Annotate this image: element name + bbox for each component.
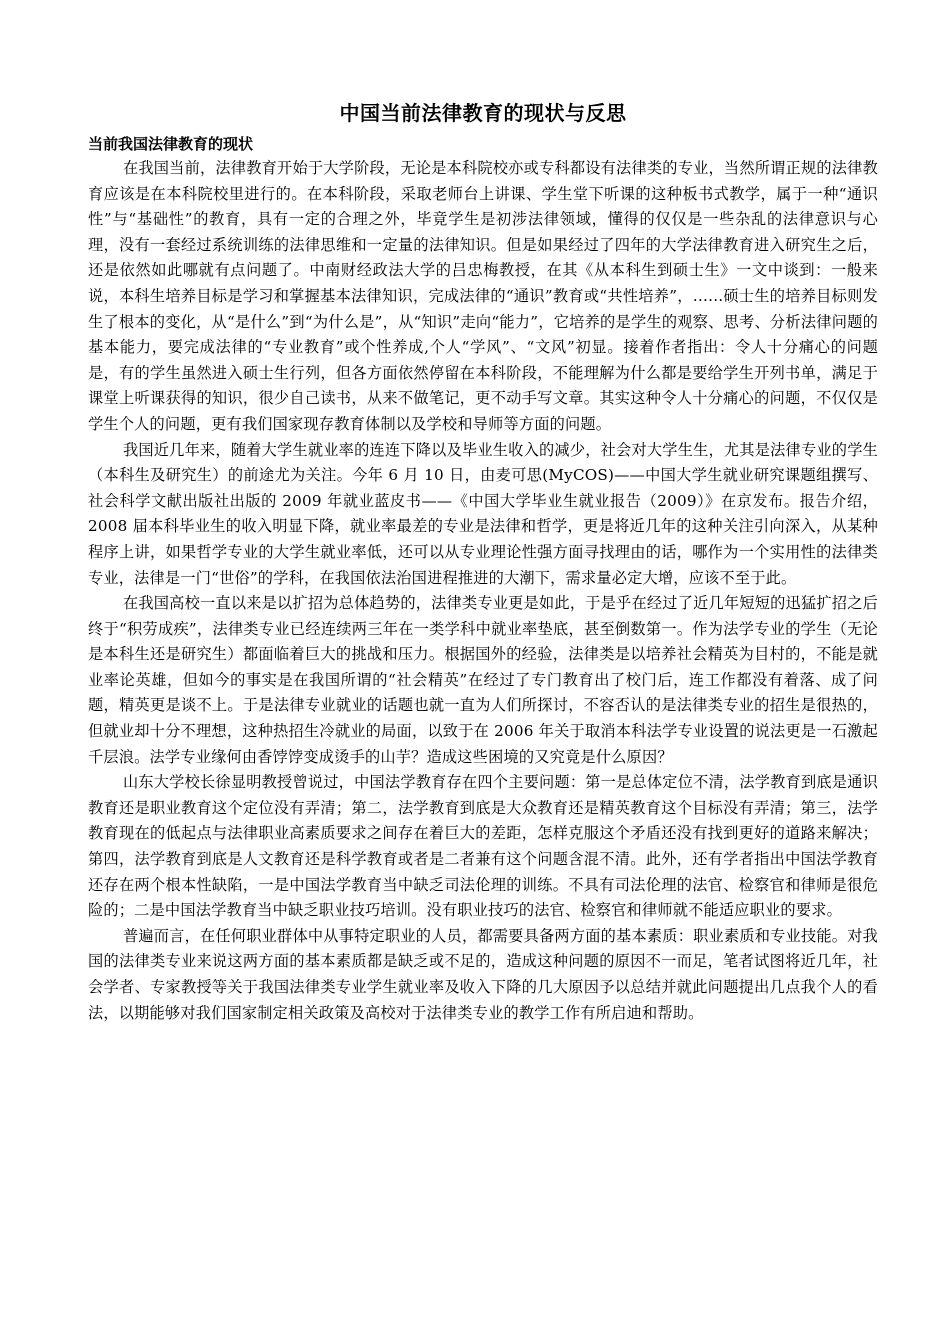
paragraph-3: 在我国高校一直以来是以扩招为总体趋势的，法律类专业更是如此，于是乎在经过了近几年短短的迅猛扩招之后终于“积劳成疾”，法律类专业已经连续两三年在一类学科中就业率垫底，甚至倒数第一。作为法学专业的学生（无论是本科生还是研究生）都面临着巨大的挑战和压力。根据国外的经验，法律类是以培养社会精英为目村的，不能是就业率论英雄，但如今的事实是在我国所谓的“社会精英”在经过了专门教育出了校门后，连工作都没有着落、成了问题，精英更是谈不上。于是法律专业就业的话题也就一直为人们所探讨，不容否认的是法律类专业的招生是很热的，但就业却十分不理想，这种热招生冷就业的局面，以致于在 2006 年关于取消本科法学专业设置的说法更是一石激起千层浪。法学专业缘何由香饽饽变成烫手的山芋？造成这些困境的又究竟是什么原因？ [88, 594, 878, 766]
section-heading: 当前我国法律教育的现状 [88, 135, 254, 153]
paragraph-1: 在我国当前，法律教育开始于大学阶段，无论是本科院校亦或专科都设有法律类的专业，当然所谓正规的法律教育应该是在本科院校里进行的。在本科阶段，采取老师台上讲课、学生堂下听课的这种板书式教学，属于一种“通识性”与“基础性”的教育，具有一定的合理之外，毕竟学生是初涉法律领域，懂得的仅仅是一些杂乱的法律意识与心理，没有一套经过系统训练的法律思维和一定量的法律知识。但是如果经过了四年的大学法律教育进入研究生之后，还是依然如此哪就有点问题了。中南财经政法大学的吕忠梅教授，在其《从本科生到硕士生》一文中谈到：一般来说，本科生培养目标是学习和掌握基本法律知识，完成法律的“通识”教育或“共性培养”，…...硕士生的培养目标则发生了根本的变化，从“是什么”到“为什么是”，从“知识”走向“能力”，它培养的是学生的观察、思考、分析法律问题的基本能力，要完成法律的“专业教育”或个性养成,个人“学风”、“文风”初显。接着作者指出：令人十分痛心的问题是，有的学生虽然进入硕士生行列，但各方面依然停留在本科阶段，不能理解为什么都是要给学生开列书单，满足于课堂上听课获得的知识，很少自己读书，从来不做笔记，更不动手写文章。其实这种令人十分痛心的问题，不仅仅是学生个人的问题，更有我们国家现存教育体制以及学校和导师等方面的问题。 [88, 159, 878, 433]
paragraph-2: 我国近几年来，随着大学生就业率的连连下降以及毕业生收入的减少，社会对大学生生，尤其是法律专业的学生（本科生及研究生）的前途尤为关注。今年 6 月 10 日，由麦可思(MyCOS)——中国大学生就业研究课题组撰写、社会科学文献出版社出版的 2009 年就业蓝皮书——《中国大学毕业生就业报告（2009）》在京发布。报告介绍，2008 届本科毕业生的收入明显下降，就业率最差的专业是法律和哲学，更是将近几年的这种关注引向深入，从某种程序上讲，如果哲学专业的大学生就业率低，还可以从专业理论性强方面寻找理由的话，哪作为一个实用性的法律类专业，法律是一门“世俗”的学科，在我国依法治国进程推进的大潮下，需求量必定大增，应该不至于此。 [88, 440, 878, 587]
paragraph-5: 普遍而言，在任何职业群体中从事特定职业的人员，都需要具备两方面的基本素质：职业素质和专业技能。对我国的法律类专业来说这两方面的基本素质都是缺乏或不足的，造成这种问题的原因不一而足，笔者试图将近几年，社会学者、专家教授等关于我国法律类专业学生就业率及收入下降的几大原因予以总结并就此问题提出几点我个人的看法，以期能够对我们国家制定相关政策及高校对于法律类专业的教学工作有所启迪和帮助。 [88, 926, 878, 1022]
paragraph-4: 山东大学校长徐显明教授曾说过，中国法学教育存在四个主要问题：第一是总体定位不清，法学教育到底是通识教育还是职业教育这个定位没有弄清；第二，法学教育到底是大众教育还是精英教育这个目标没有弄清；第三，法学教育现在的低起点与法律职业高素质要求之间存在着巨大的差距，怎样克服这个矛盾还没有找到更好的道路来解决；第四，法学教育到底是人文教育还是科学教育或者是二者兼有这个问题含混不清。此外，还有学者指出中国法学教育还存在两个根本性缺陷，一是中国法学教育当中缺乏司法伦理的训练。不具有司法伦理的法官、检察官和律师是很危险的；二是中国法学教育当中缺乏职业技巧培训。没有职业技巧的法官、检察官和律师就不能适应职业的要求。 [88, 773, 878, 920]
document-page [88, 0, 878, 1344]
document-title: 中国当前法律教育的现状与反思 [339, 101, 627, 125]
